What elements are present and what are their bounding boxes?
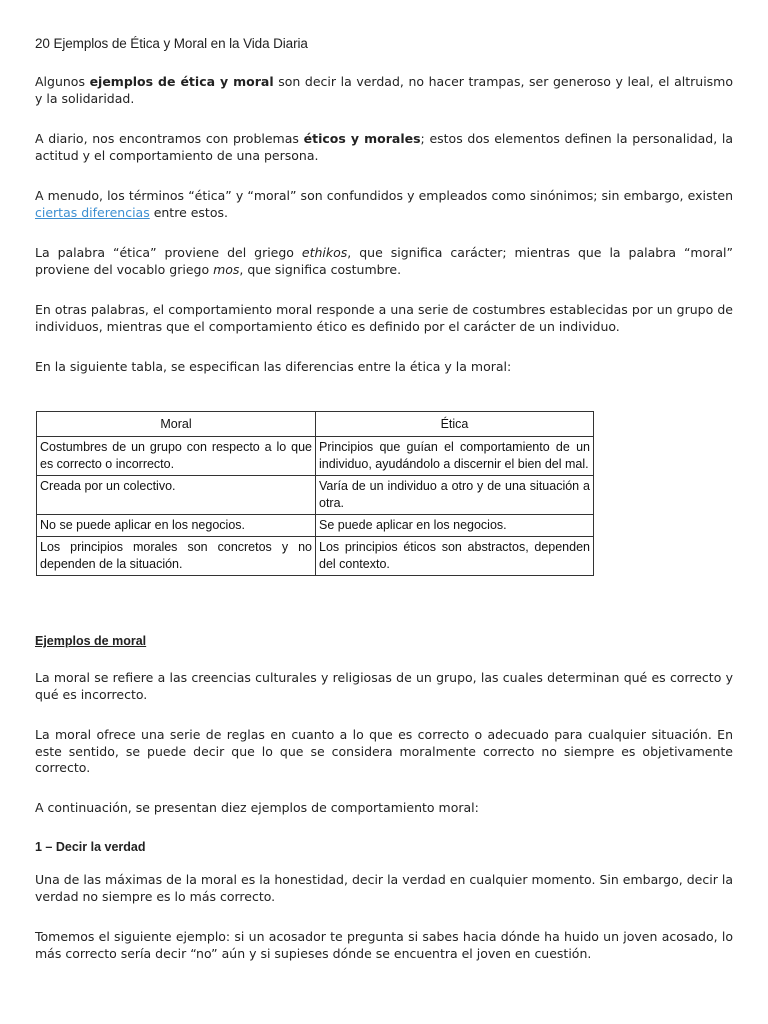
moral-paragraph-3: A continuación, se presentan diez ejemplos de comportamiento moral:	[35, 800, 479, 815]
intro-paragraph-2	[35, 131, 733, 164]
text-run: , que significa costumbre.	[239, 261, 402, 277]
table-header-moral: Moral	[37, 412, 316, 437]
text-run: entre estos.	[149, 204, 228, 220]
intro-paragraph-5: En otras palabras, el comportamiento moral responde a una serie de costumbres establecidas por un grupo de individuos, mientras que el comportamiento ético es definido por el carácter de un individuo.	[35, 302, 733, 334]
bold-phrase: ejemplos de ética y moral	[89, 74, 274, 89]
moral-paragraph-1: La moral se refiere a las creencias culturales y religiosas de un grupo, las cuales determinan qué es correcto y qué es incorrecto.	[35, 670, 733, 702]
text-run: , que significa carácter; mientras que la palabra “moral” proviene del vocablo griego	[35, 245, 733, 277]
table-header-row	[37, 412, 594, 437]
document-title: 20 Ejemplos de Ética y Moral en la Vida Diaria	[35, 36, 308, 51]
table-cell: Creada por un colectivo.	[37, 476, 316, 515]
table-row	[37, 476, 594, 515]
text-run: A diario, nos encontramos con problemas	[35, 131, 304, 146]
table-cell: Los principios éticos son abstractos, dependen del contexto.	[316, 537, 594, 576]
text-run: ; estos dos elementos definen la personalidad, la actitud y el comportamiento de una persona.	[35, 131, 734, 163]
intro-paragraph-4	[35, 245, 733, 278]
text-run: Algunos	[35, 74, 90, 89]
table-header-etica: Ética	[316, 412, 594, 437]
table-row	[37, 437, 594, 476]
text-run: La palabra “ética” proviene del griego	[35, 245, 302, 260]
text-run: A menudo, los términos “ética” y “moral” son confundidos y empleados como sinónimos; sin embargo, existen	[35, 188, 733, 203]
differences-link[interactable]: ciertas diferencias	[35, 204, 150, 220]
bold-phrase: éticos y morales	[303, 131, 421, 146]
item-1-paragraph-2: Tomemos el siguiente ejemplo: si un acosador te pregunta si sabes hacia dónde ha huido un joven acosado, lo más correcto sería decir “no” aún y si supieses dónde se encuentra el joven en cuestión.	[35, 929, 733, 961]
moral-paragraph-2: La moral ofrece una serie de reglas en cuanto a lo que es correcto o adecuado para cualquier situación. En este sentido, se puede decir que lo que se considera moralmente correcto no siempre es objetivamente correcto.	[35, 727, 733, 775]
table-cell: No se puede aplicar en los negocios.	[37, 515, 316, 537]
text-run: son decir la verdad, no hacer trampas, ser generoso y leal, el altruismo y la solidaridad.	[35, 74, 733, 106]
intro-paragraph-1	[35, 74, 733, 107]
table-cell: Principios que guían el comportamiento de un individuo, ayudándolo a discernir el bien del mal.	[316, 437, 594, 476]
table-cell: Se puede aplicar en los negocios.	[316, 515, 594, 537]
comparison-table	[36, 411, 594, 576]
intro-paragraph-6: En la siguiente tabla, se especifican las diferencias entre la ética y la moral:	[35, 359, 512, 374]
table-row	[37, 515, 594, 537]
table-row	[37, 537, 594, 576]
table-cell: Los principios morales son concretos y no dependen de la situación.	[37, 537, 316, 576]
section-heading-moral-examples: Ejemplos de moral	[35, 634, 147, 648]
table-cell: Costumbres de un grupo con respecto a lo que es correcto o incorrecto.	[37, 437, 316, 476]
item-1-paragraph-1: Una de las máximas de la moral es la honestidad, decir la verdad en cualquier momento. Sin embargo, decir la verdad no siempre es lo más correcto.	[35, 872, 733, 904]
table-cell: Varía de un individuo a otro y de una situación a otra.	[316, 476, 594, 515]
item-heading-tell-truth: 1 – Decir la verdad	[35, 840, 146, 854]
italic-word: ethikos	[301, 245, 348, 260]
italic-word: mos	[213, 261, 240, 277]
intro-paragraph-3	[35, 188, 733, 221]
